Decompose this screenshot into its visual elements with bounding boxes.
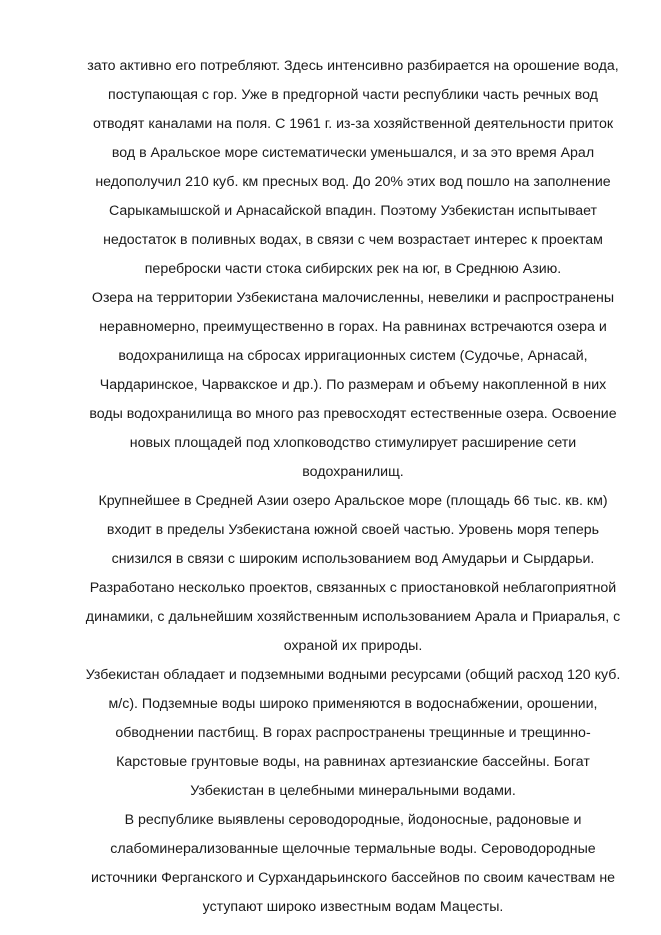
text-line: зато активно его потребляют. Здесь интенсивно разбирается на орошение вода, (87, 58, 619, 74)
text-line: вод в Аральское море систематически уменьшался, и за это время Арал (111, 145, 595, 161)
text-line: обводнении пастбищ. В горах распространены трещинные и трещинно- (115, 725, 591, 741)
text-line: Крупнейшее в Средней Азии озеро Аральское море (площадь 66 тыс. кв. км) (98, 493, 608, 509)
text-line: переброски части стока сибирских рек на юг, в Среднюю Азию. (144, 261, 562, 277)
text-line: недополучил 210 куб. км пресных вод. До 20% этих вод пошло на заполнение (95, 174, 611, 190)
text-line: неравномерно, преимущественно в горах. На равнинах встречаются озера и (99, 319, 607, 335)
text-line: водохранилища на сбросах ирригационных систем (Судочье, Арнасай, (118, 348, 588, 364)
text-line: источники Ферганского и Сурхандарьинского бассейнов по своим качествам не (90, 870, 616, 886)
text-line: водохранилищ. (302, 464, 404, 480)
document-body (84, 52, 622, 922)
text-line: Озера на территории Узбекистана малочисленны, невелики и распространены (91, 290, 615, 306)
text-line: отводят каналами на поля. С 1961 г. из-за хозяйственной деятельности приток (92, 116, 614, 132)
text-line: Узбекистан обладает и подземными водными ресурсами (общий расход 120 куб. (85, 667, 621, 683)
text-line: слабоминерализованные щелочные термальные воды. Сероводородные (110, 841, 596, 857)
text-line: поступающая с гор. Уже в предгорной части республики часть речных вод (108, 87, 598, 103)
text-line: новых площадей под хлопководство стимулирует расширение сети (129, 435, 577, 451)
text-line: снизился в связи с широким использованием вод Амударьи и Сырдарьи. (111, 551, 595, 567)
text-line: В республике выявлены сероводородные, йодоносные, радоновые и (124, 812, 582, 828)
text-line: недостаток в поливных водах, в связи с чем возрастает интерес к проектам (103, 232, 603, 248)
text-line: м/с). Подземные воды широко применяются в водоснабжении, орошении, (108, 696, 598, 712)
text-line: Сарыкамышской и Арнасайской впадин. Поэтому Узбекистан испытывает (108, 203, 598, 219)
text-line: Карстовые грунтовые воды, на равнинах артезианские бассейны. Богат (116, 754, 590, 770)
text-line: динамики, с дальнейшим хозяйственным использованием Арала и Приаралья, с (85, 609, 621, 625)
text-line: охраной их природы. (283, 638, 423, 654)
text-line: Чардаринское, Чарвакское и др.). По размерам и объему накопленной в них (99, 377, 607, 393)
text-line: входит в пределы Узбекистана южной своей частью. Уровень моря теперь (106, 522, 600, 538)
text-line: уступают широко известным водам Мацесты. (202, 899, 504, 915)
text-line: Узбекистан в целебными минеральными водами. (190, 783, 516, 799)
text-line: воды водохранилища во много раз превосходят естественные озера. Освоение (89, 406, 617, 422)
text-line: Разработано несколько проектов, связанных с приостановкой неблагоприятной (89, 580, 617, 596)
